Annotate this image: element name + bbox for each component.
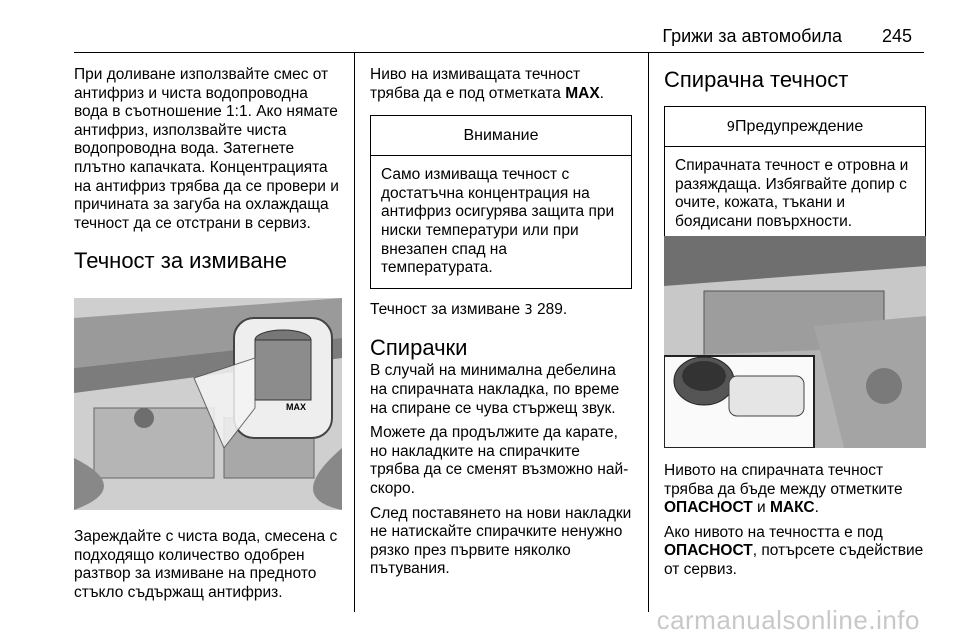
page-ref-icon: 3 — [524, 302, 533, 318]
column-3 — [664, 66, 926, 242]
column-3-bottom — [664, 462, 926, 586]
ref-page: 289. — [532, 300, 568, 318]
paragraph: При доливане използвайте смес от антифриз и чиста водопроводна вода в съотношение 1:1. Ако нямате антифриз, използвайте чиста водопроводна вода. Затегнете плътно капачката. Концентрацията на антифриз трябва да се провери и причината за загуба на охлаждаща течност да се отстрани в сервиз. — [74, 66, 339, 232]
paragraph — [370, 66, 632, 103]
brake-reservoir-illustration — [664, 236, 926, 448]
header-rule — [74, 52, 924, 53]
text-run: . — [814, 499, 819, 517]
danger-label: ОПАСНОСТ — [664, 542, 753, 560]
max-mark-label: MAX — [286, 402, 306, 412]
page-header — [0, 0, 960, 48]
figure-caption: Зареждайте с чиста вода, смесена с подходящо количество одобрен разтвор за измиване на предното стъкло съдържащ антифриз. — [74, 528, 338, 601]
text-run: Нивото на спирачната течност трябва да бъде между отметките — [664, 462, 903, 498]
max-label: МАКС — [770, 499, 815, 517]
text-run: , потърсете съдействие от сервиз. — [664, 542, 924, 578]
watermark: carmanualsonline.info — [656, 605, 920, 635]
paragraph: В случай на минимална дебелина на спирачната накладка, по време на спиране се чува стържещ звук. — [370, 362, 620, 417]
text-run: . — [599, 84, 604, 102]
text-run: и — [752, 499, 771, 517]
section-heading: Течност за измиване — [74, 248, 288, 274]
header-title: Грижи за автомобила — [662, 26, 842, 46]
text-run: Ниво на измиващата течност трябва да е под отметката — [370, 66, 581, 102]
warning-text: Спирачната течност е отровна и разяждаща. Избягвайте допир с очите, кожата, тъкани и боядисани повърхности. — [675, 157, 909, 230]
danger-label: ОПАСНОСТ — [664, 499, 753, 517]
column-2 — [370, 66, 632, 585]
column-1 — [74, 66, 346, 275]
brake-fluid-figure — [664, 236, 926, 448]
warning-box — [664, 106, 926, 242]
paragraph: Можете да продължите да карате, но накладките на спирачките трябва да се сменят възможно най-скоро. — [370, 424, 629, 497]
column-divider — [648, 52, 649, 612]
column-divider — [354, 52, 355, 612]
figure-caption-block — [74, 528, 346, 608]
caution-box — [370, 115, 632, 289]
warning-icon: 9 — [726, 120, 736, 135]
paragraph — [664, 462, 926, 518]
caution-text: Само измиваща течност с достатъчна концентрация на антифриз осигурява защита при ниски температури или при внезапен спад на температурата. — [381, 166, 615, 277]
caution-title: Внимание — [371, 116, 631, 156]
page-number: 245 — [881, 26, 912, 46]
paragraph — [664, 524, 926, 580]
paragraph: След поставянето на нови накладки не натискайте спирачките ненужно рязко през първите няколко пътувания. — [370, 504, 632, 578]
ref-text: Течност за измиване — [370, 300, 525, 318]
text-run: Ако нивото на течността е под — [664, 523, 883, 541]
washer-fluid-figure — [74, 298, 342, 510]
section-heading: Спирачна течност — [664, 67, 849, 92]
cross-reference — [370, 301, 632, 321]
warning-title: Предупреждение — [735, 118, 864, 135]
section-heading: Спирачки — [370, 335, 468, 361]
warning-header — [665, 107, 925, 147]
max-label: MAX — [565, 84, 600, 102]
